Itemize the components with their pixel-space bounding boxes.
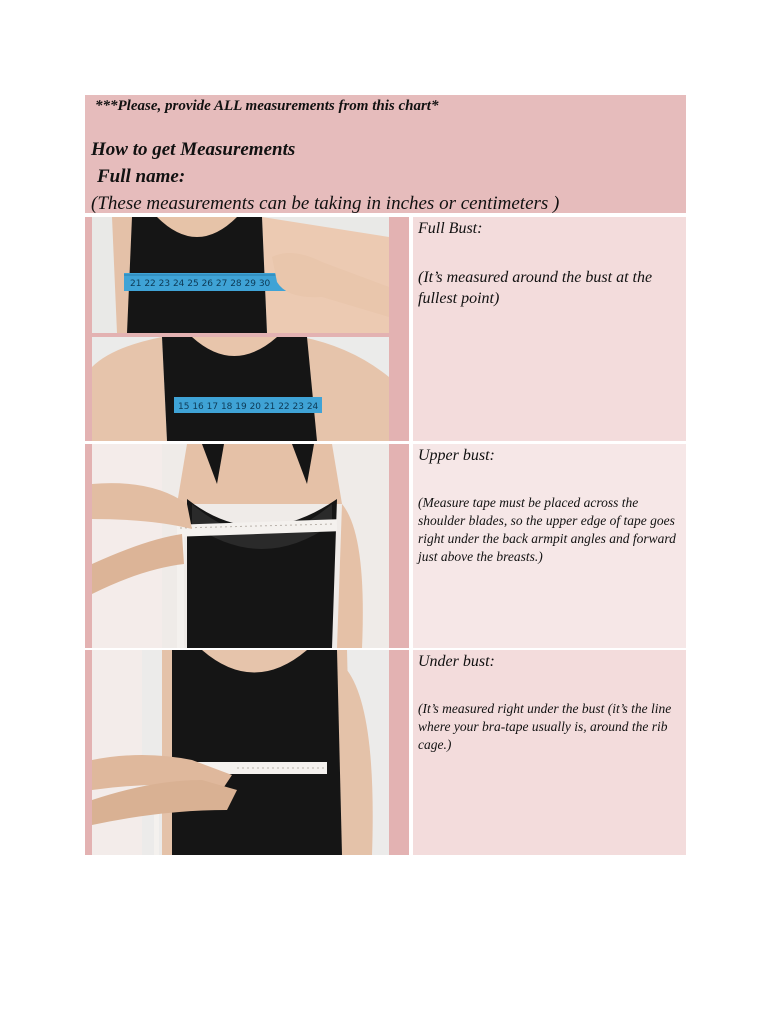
- under-bust-text-cell: [413, 650, 686, 855]
- upper-bust-image-cell: [85, 444, 409, 648]
- full-bust-text-cell: [413, 217, 686, 441]
- tape-numbers-1: 21 22 23 24 25 26 27 28 29 30: [130, 279, 271, 289]
- upper-bust-photo: [92, 444, 389, 648]
- tape-numbers-2: 15 16 17 18 19 20 21 22 23 24: [178, 402, 319, 412]
- under-bust-photo: [92, 650, 389, 855]
- full-bust-closeup-photo: [92, 337, 389, 441]
- under-bust-image-cell: [85, 650, 409, 855]
- upper-bust-description: (Measure tape must be placed across the shoulder blades, so the upper edge of tape goes right under the back armpit angles and forward just above the breasts.): [418, 495, 676, 564]
- under-bust-description: (It’s measured right under the bust (it’s the line where your bra-tape usually is, around the rib cage.): [418, 701, 672, 752]
- full-bust-row: [85, 217, 686, 441]
- full-name-label: Full name:: [97, 166, 186, 187]
- upper-bust-label: Upper bust:: [418, 447, 495, 464]
- full-bust-front-photo: [92, 217, 389, 333]
- notice-text: ***Please, provide ALL measurements from this chart*: [95, 98, 439, 114]
- units-note: (These measurements can be taking in inches or centimeters ): [91, 193, 560, 214]
- full-bust-image-cell: [85, 217, 409, 441]
- under-bust-row: [85, 650, 686, 855]
- measurement-chart: [85, 95, 686, 855]
- under-bust-label: Under bust:: [418, 653, 495, 670]
- full-bust-label: Full Bust:: [418, 220, 483, 237]
- upper-bust-row: [85, 444, 686, 648]
- page-title: How to get Measurements: [91, 139, 296, 160]
- upper-bust-text-cell: [413, 444, 686, 648]
- full-bust-description: (It’s measured around the bust at the fullest point): [418, 269, 653, 307]
- chart-header: [85, 95, 686, 213]
